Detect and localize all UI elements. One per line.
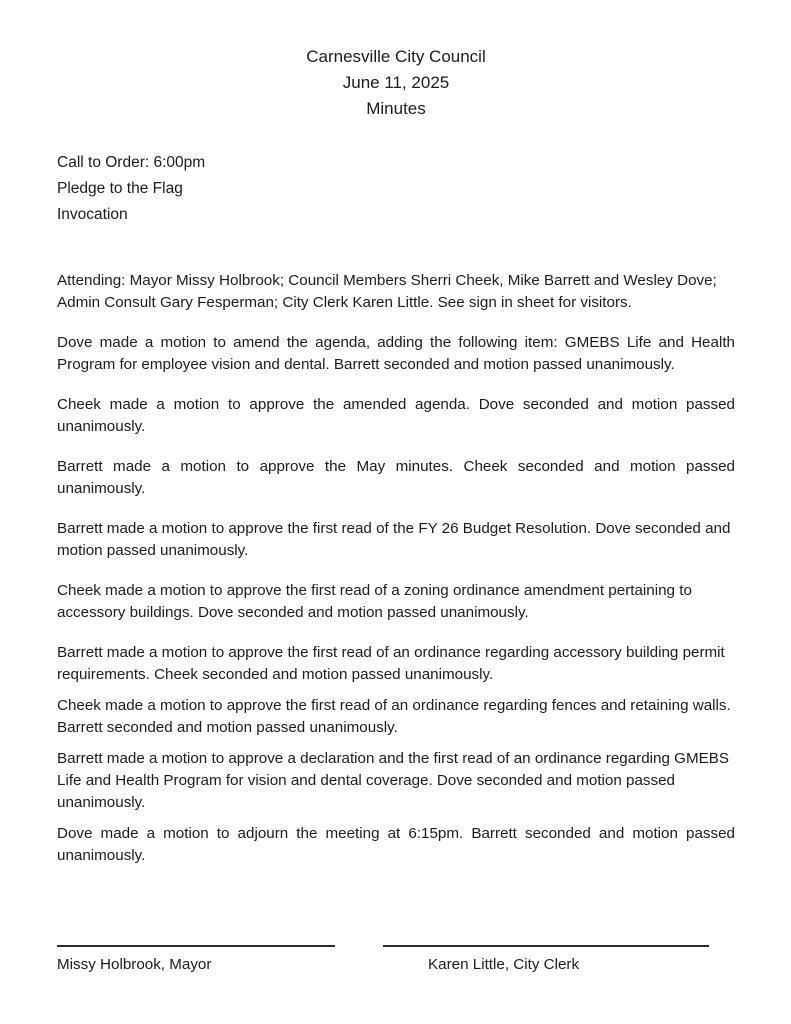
motion-paragraph: Barrett made a motion to approve the first read of an ordinance regarding accessory building permit requirements. Cheek seconded and motion passed unanimously.	[57, 644, 725, 683]
clerk-signature-line	[383, 945, 709, 947]
pledge-line: Pledge to the Flag	[57, 180, 183, 197]
title-org-line: Carnesville City Council	[306, 47, 486, 66]
motion-paragraph: Dove made a motion to amend the agenda, adding the following item: GMEBS Life and Health Program for employee vision and dental. Barrett seconded and motion passed unanimously.	[57, 334, 735, 373]
motion-paragraph: Barrett made a motion to approve a declaration and the first read of an ordinance regarding GMEBS Life and Health Program for vision and dental coverage. Dove seconded and motion passed unanimously.	[57, 750, 730, 811]
minutes-body	[57, 270, 735, 867]
motion-paragraph: Cheek made a motion to approve the first read of an ordinance regarding fences and retaining walls. Barrett seconded and motion passed unanimously.	[57, 697, 731, 736]
signature-section	[57, 945, 735, 976]
clerk-signature-block	[383, 945, 709, 976]
adjourn-paragraph: Dove made a motion to adjourn the meeting at 6:15pm. Barrett seconded and motion passed unanimously.	[57, 825, 735, 864]
call-to-order-line: Call to Order: 6:00pm	[57, 154, 206, 171]
clerk-signature-label: Karen Little, City Clerk	[428, 956, 580, 973]
title-date-line: June 11, 2025	[342, 73, 450, 92]
attending-paragraph: Attending: Mayor Missy Holbrook; Council Members Sherri Cheek, Mike Barrett and Wesley Dove; Admin Consult Gary Fesperman; City Clerk Karen Little. See sign in sheet for visitors.	[57, 272, 717, 311]
mayor-signature-label: Missy Holbrook, Mayor	[57, 956, 212, 973]
invocation-line: Invocation	[57, 206, 128, 223]
title-doc-type-line: Minutes	[366, 99, 426, 118]
opening-items	[57, 150, 735, 228]
motion-paragraph: Cheek made a motion to approve the amended agenda. Dove seconded and motion passed unanimously.	[57, 396, 735, 435]
mayor-signature-line	[57, 945, 335, 947]
motion-paragraph: Cheek made a motion to approve the first read of a zoning ordinance amendment pertaining to accessory buildings. Dove seconded and motion passed unanimously.	[57, 582, 692, 621]
motion-paragraph: Barrett made a motion to approve the first read of the FY 26 Budget Resolution. Dove seconded and motion passed unanimously.	[57, 520, 731, 559]
motion-paragraph: Barrett made a motion to approve the May minutes. Cheek seconded and motion passed unanimously.	[57, 458, 735, 497]
mayor-signature-block	[57, 945, 335, 976]
document-title	[57, 44, 735, 122]
